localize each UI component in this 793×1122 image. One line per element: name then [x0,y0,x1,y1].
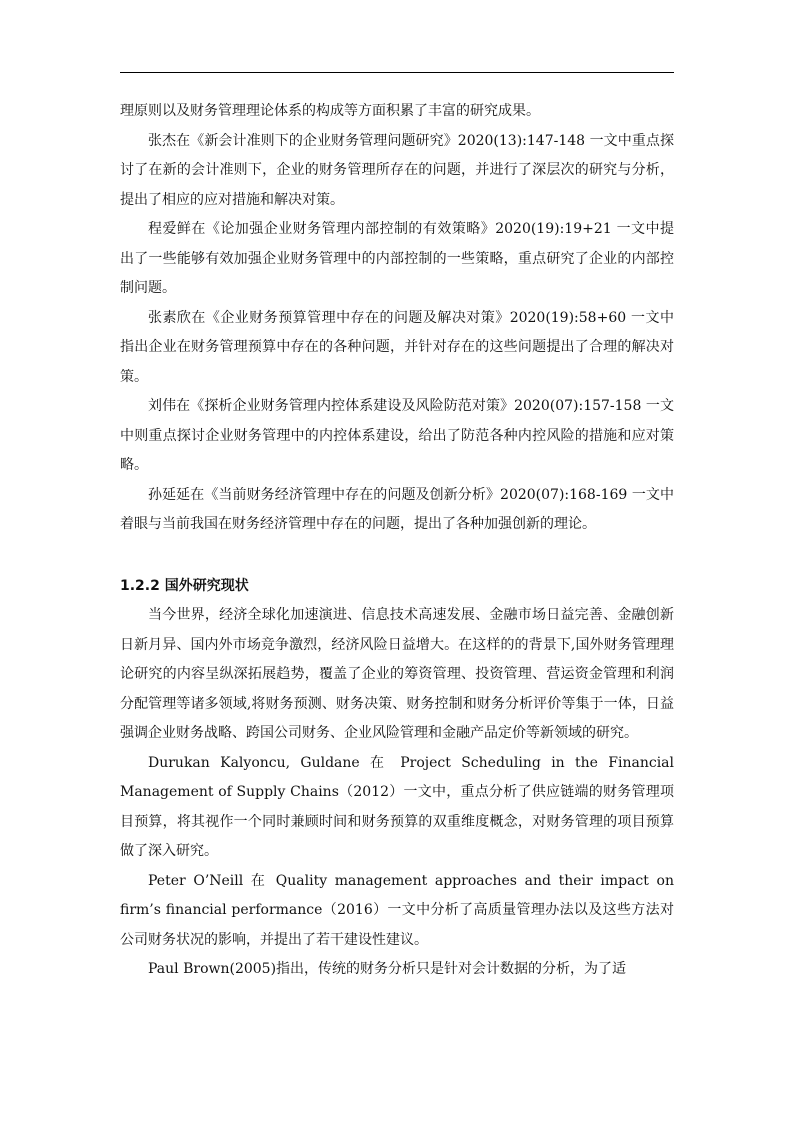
paragraph-continued: 理原则以及财务管理理论体系的构成等方面积累了丰富的研究成果。 [120,103,540,119]
paragraph-paul-brown: Paul Brown(2005)指出，传统的财务分析只是针对会计数据的分析，为了适 [148,961,627,977]
paragraph-zhang-suxin: 张素欣在《企业财务预算管理中存在的问题及解决对策》2020(19):58+60 一文中指出企业在财务管理预算中存在的各种问题，并针对存在的这些问题提出了合理的解决对策。 [120,309,674,385]
section-heading: 1.2.2 国外研究现状 [120,577,249,594]
paragraph-sun-yanyan: 孙延延在《当前财务经济管理中存在的问题及创新分析》2020(07):168-169 一文中着眼与当前我国在财务经济管理中存在的问题，提出了各种加强创新的理论。 [120,486,674,532]
paragraph-durukan: Durukan Kalyoncu, Guldane 在 Project Scheduling in the Financial Management of Supply Chains（2012）一文中，重点分析了供应链端的财务管理项目预算，将其视作一个同时兼顾时间和财务预算的双重维度概念，对财务管理的项目预算做了深入研究。 [120,754,674,859]
paragraph-global-context: 当今世界，经济全球化加速演进、信息技术高速发展、金融市场日益完善、金融创新日新月异、国内外市场竞争激烈，经济风险日益增大。在这样的的背景下,国外财务管理理论研究的内容呈纵深拓展趋势，覆盖了企业的筹资管理、投资管理、营运资金管理和利润分配管理等诸多领域,将财务预测、财务决策、财务控制和财务分析评价等集于一体，日益强调企业财务战略、跨国公司财务、企业风险管理和金融产品定价等新领域的研究。 [120,607,674,741]
document-body [120,97,674,985]
paragraph-cheng-aixian: 程爱鲜在《论加强企业财务管理内部控制的有效策略》2020(19):19+21 一文中提出了一些能够有效加强企业财务管理中的内部控制的一些策略，重点研究了企业的内部控制问题。 [120,221,674,296]
header-rule [120,72,674,73]
paragraph-liu-wei: 刘伟在《探析企业财务管理内控体系建设及风险防范对策》2020(07):157-158 一文中则重点探讨企业财务管理中的内控体系建设，给出了防范各种内控风险的措施和应对策略。 [120,398,674,473]
paragraph-zhang-jie: 张杰在《新会计准则下的企业财务管理问题研究》2020(13):147-148 一文中重点探讨了在新的会计准则下，企业的财务管理所存在的问题，并进行了深层次的研究与分析，提出了相应的应对措施和解决对策。 [120,132,674,208]
paragraph-peter-oneill: Peter O’Neill 在 Quality management approaches and their impact on firm’s financial performance（2016）一文中分析了高质量管理办法以及这些方法对公司财务状况的影响，并提出了若干建设性建议。 [120,872,674,948]
